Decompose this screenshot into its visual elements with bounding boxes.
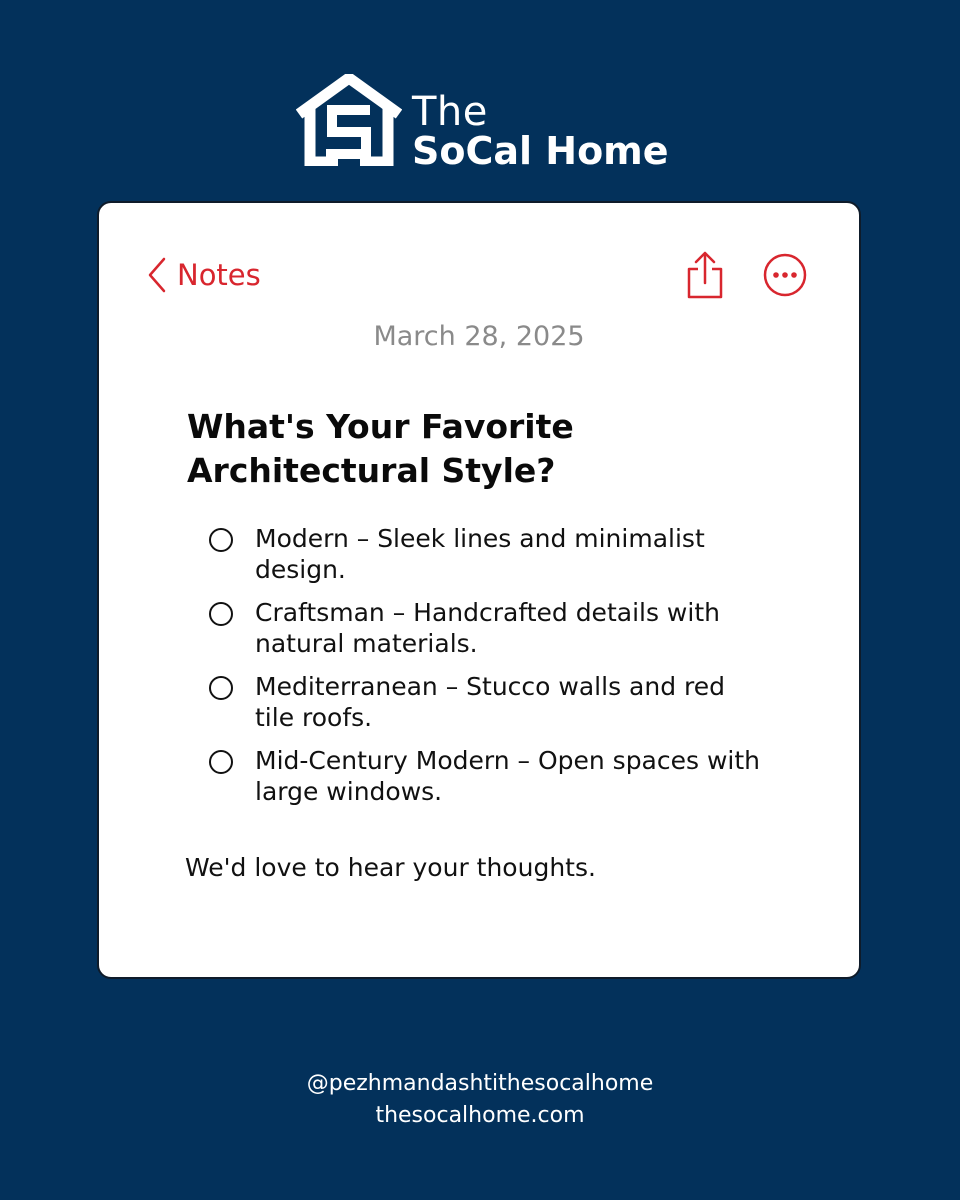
note-title: What's Your Favorite Architectural Style? <box>187 407 574 490</box>
brand-name-line1: The <box>412 89 488 135</box>
brand-name-line2: SoCal Home <box>412 129 669 173</box>
option-label: Mediterranean – Stucco walls and red tile roofs. <box>255 672 726 732</box>
footer <box>0 1068 960 1132</box>
more-options-button[interactable] <box>763 253 807 297</box>
chevron-left-icon <box>147 257 167 293</box>
style-options-list <box>209 523 769 819</box>
share-icon <box>685 251 725 299</box>
option-craftsman[interactable] <box>209 597 769 659</box>
house-s-logo-icon <box>296 74 402 166</box>
radio-circle-icon[interactable] <box>209 750 233 774</box>
option-mediterranean[interactable] <box>209 671 769 733</box>
closing-text: We'd love to hear your thoughts. <box>185 853 596 882</box>
option-mid-century-modern[interactable] <box>209 745 769 807</box>
radio-circle-icon[interactable] <box>209 676 233 700</box>
back-button-label: Notes <box>177 258 261 292</box>
note-date: March 28, 2025 <box>373 321 585 352</box>
option-label: Mid-Century Modern – Open spaces with large windows. <box>255 746 761 806</box>
back-to-notes-button[interactable] <box>147 255 261 295</box>
note-card <box>97 201 861 979</box>
social-handle: @pezhmandashtithesocalhome <box>306 1071 654 1096</box>
brand-logo <box>296 74 676 173</box>
radio-circle-icon[interactable] <box>209 528 233 552</box>
option-modern[interactable] <box>209 523 769 585</box>
option-label: Craftsman – Handcrafted details with natural materials. <box>255 598 720 658</box>
option-label: Modern – Sleek lines and minimalist design. <box>255 524 705 584</box>
share-button[interactable] <box>685 251 725 299</box>
more-options-icon <box>763 253 807 297</box>
radio-circle-icon[interactable] <box>209 602 233 626</box>
website-url: thesocalhome.com <box>375 1103 585 1128</box>
